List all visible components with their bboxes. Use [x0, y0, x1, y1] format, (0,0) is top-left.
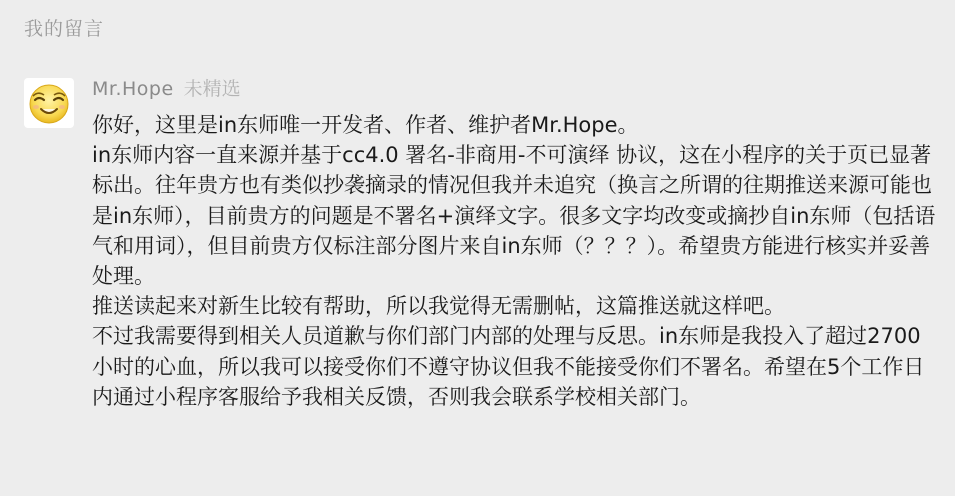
comment-paragraph: 不过我需要得到相关人员道歉与你们部门内部的处理与反思。in东师是我投入了超过2700小时的心血，所以我可以接受你们不遵守协议但我不能接受你们不署名。希望在5个工作日内通过小程序客服给予我相关反馈，否则我会联系学校相关部门。 — [92, 324, 925, 409]
comment-paragraph: 推送读起来对新生比较有帮助，所以我觉得无需删帖，这篇推送就这样吧。 — [92, 294, 785, 319]
comment-content — [92, 110, 940, 412]
comment-paragraph: in东师内容一直来源并基于cc4.0 署名-非商用-不可演绎 协议，这在小程序的关于页已显著标出。往年贵方也有类似抄袭摘录的情况但我并未追究（换言之所谓的往期推送来源可能也是in东师），目前贵方的问题是不署名+演绎文字。很多文字均改变或摘抄自in东师（包括语气和用词），但目前贵方仅标注部分图片来自in东师（？？？）。希望贵方能进行核实并妥善处理。 — [92, 143, 936, 289]
comment-paragraph: 你好，这里是in东师唯一开发者、作者、维护者Mr.Hope。 — [92, 113, 639, 137]
section-title: 我的留言 — [24, 18, 105, 40]
status-badge: 未精选 — [183, 78, 241, 100]
smiley-face-icon — [24, 78, 74, 128]
nickname: Mr.Hope — [92, 78, 174, 100]
avatar[interactable] — [24, 78, 74, 128]
comment-meta — [92, 76, 241, 102]
